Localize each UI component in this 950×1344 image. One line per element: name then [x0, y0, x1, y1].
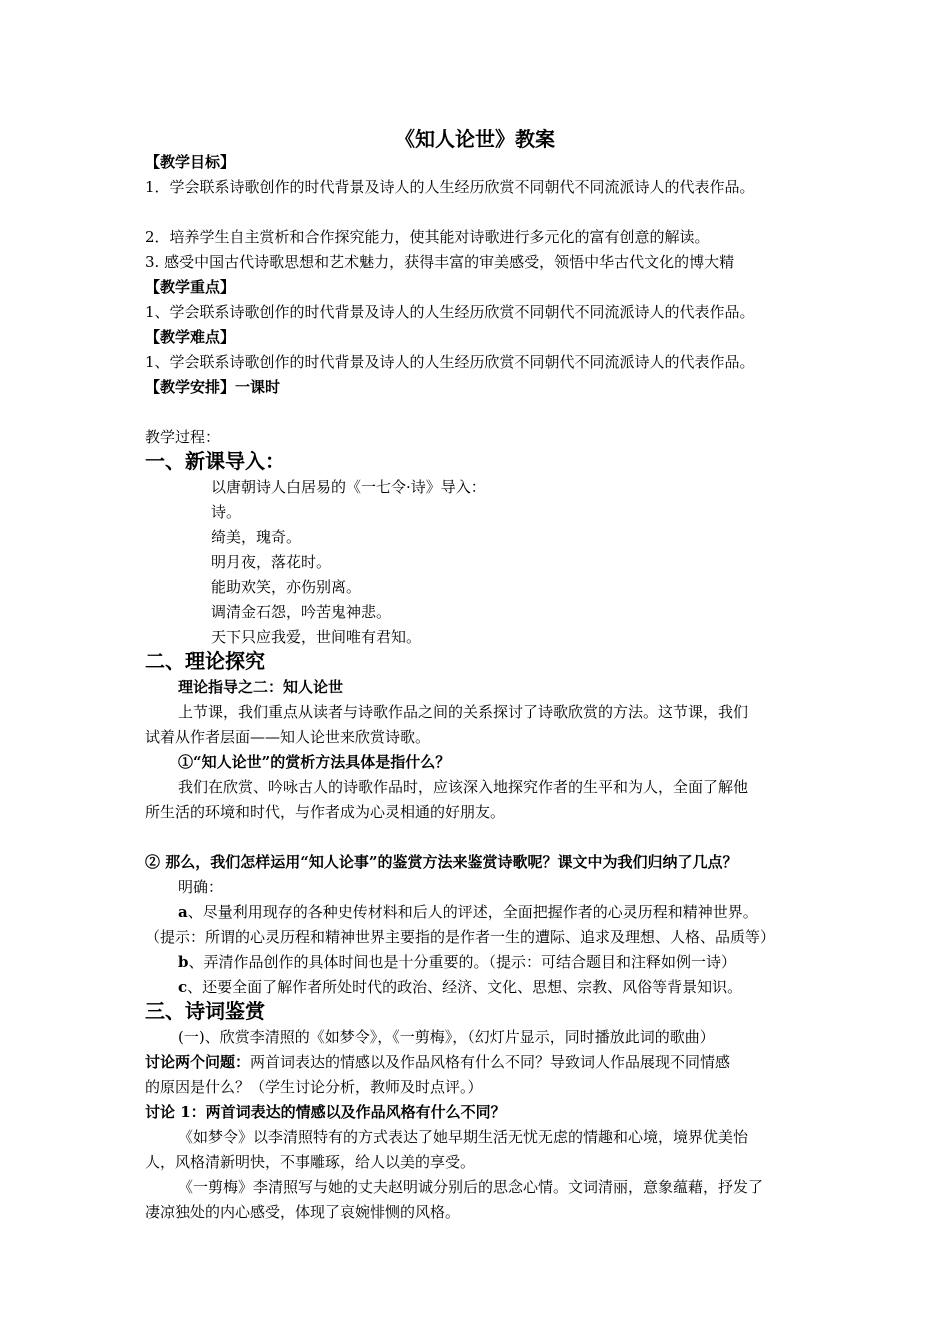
- difficulties-heading: 【教学难点】: [145, 328, 236, 346]
- section1-intro: 以唐朝诗人白居易的《一七令·诗》导入：: [211, 478, 486, 496]
- goal-item-3: 3. 感受中国古代诗歌思想和艺术魅力，获得丰富的审美感受，领悟中华古代文化的博大精: [145, 253, 735, 271]
- answer-c-marker: c: [178, 978, 188, 996]
- section2-heading: 二、理论探究: [145, 649, 265, 673]
- discussion-text: 两首词表达的情感以及作品风格有什么不同？导致词人作品展现不同情感: [250, 1053, 731, 1071]
- poem-line-6: 天下只应我爱，世间唯有君知。: [211, 628, 422, 646]
- section2-subheading: 理论指导之二：知人论世: [178, 678, 344, 696]
- poem-line-4: 能助欢笑，亦伤别离。: [211, 578, 362, 596]
- answer-c: [178, 977, 742, 997]
- answer-b: [178, 952, 736, 972]
- section2-para2-line1: 我们在欣赏、吟咏古人的诗歌作品时，应该深入地探究作者的生平和为人，全面了解他: [178, 778, 749, 796]
- poem-line-2: 绮美，瑰奇。: [211, 528, 302, 546]
- discussion-label: 讨论两个问题：: [145, 1053, 251, 1071]
- answer-b-text: 、弄清作品创作的具体时间也是十分重要的。（提示：可结合题目和注释如例一诗）: [188, 953, 737, 971]
- poem-line-3: 明月夜，落花时。: [211, 553, 332, 571]
- section1-heading: 一、新课导入：: [145, 449, 285, 473]
- answer-a-text: 、尽量利用现存的各种史传材料和后人的评述，全面把握作者的心灵历程和精神世界。: [187, 903, 758, 921]
- answer-label: 明确：: [178, 878, 224, 896]
- section2-para1-line2: 试着从作者层面——知人论世来欣赏诗歌。: [145, 728, 431, 746]
- question-1: ①“知人论世”的赏析方法具体是指什么？: [178, 753, 451, 771]
- answer-a: [178, 902, 758, 922]
- question-2: ② 那么，我们怎样运用“知人论事”的鉴赏方法来鉴赏诗歌呢？课文中为我们归纳了几点？: [145, 853, 738, 871]
- answer-a-note: （提示：所谓的心灵历程和精神世界主要指的是作者一生的遭际、追求及理想、人格、品质等）: [145, 928, 776, 946]
- page-title: 《知人论世》教案: [395, 127, 555, 151]
- yijianmei-line1: 《一剪梅》李清照写与她的丈夫赵明诚分别后的思念心情。文词清丽，意象蕴藉，抒发了: [178, 1178, 764, 1196]
- discussion-1-heading: 讨论 1：两首词表达的情感以及作品风格有什么不同？: [145, 1103, 506, 1121]
- discussion-line1: [145, 1052, 730, 1072]
- goals-heading: 【教学目标】: [145, 153, 236, 171]
- difficulties-text: 1、学会联系诗歌创作的时代背景及诗人的人生经历欣赏不同朝代不同流派诗人的代表作品。: [145, 353, 755, 371]
- section2-para1-line1: 上节课，我们重点从读者与诗歌作品之间的关系探讨了诗歌欣赏的方法。这节课，我们: [178, 703, 749, 721]
- answer-a-marker: a: [178, 903, 188, 921]
- rumengling-line2: 人，风格清新明快，不事雕琢，给人以美的享受。: [145, 1153, 476, 1171]
- section3-heading: 三、诗词鉴赏: [145, 999, 265, 1023]
- poem-line-1: 诗。: [211, 503, 242, 521]
- goal-item-1: 1．学会联系诗歌创作的时代背景及诗人的人生经历欣赏不同朝代不同流派诗人的代表作品。: [145, 178, 755, 196]
- rumengling-line1: 《如梦令》以李清照特有的方式表达了她早期生活无忧无虑的情趣和心境，境界优美怡: [178, 1128, 749, 1146]
- goal-item-2: 2．培养学生自主赏析和合作探究能力，使其能对诗歌进行多元化的富有创意的解读。: [145, 228, 710, 246]
- answer-c-text: 、还要全面了解作者所处时代的政治、经济、文化、思想、宗教、风俗等背景知识。: [187, 978, 743, 996]
- section3-para1: (一)、欣赏李清照的《如梦令》，《一剪梅》，（幻灯片显示，同时播放此词的歌曲）: [178, 1028, 715, 1046]
- section2-para2-line2: 所生活的环境和时代，与作者成为心灵相通的好朋友。: [145, 803, 506, 821]
- answer-b-marker: b: [178, 953, 189, 971]
- yijianmei-line2: 凄凉独处的内心感受，体现了哀婉悱恻的风格。: [145, 1203, 461, 1221]
- poem-line-5: 调清金石怨，吟苦鬼神悲。: [211, 603, 392, 621]
- arrangement-heading: 【教学安排】一课时: [145, 378, 281, 396]
- process-label: 教学过程：: [145, 428, 221, 446]
- discussion-line2: 的原因是什么？（学生讨论分析，教师及时点评。）: [145, 1078, 483, 1096]
- key-points-text: 1、学会联系诗歌创作的时代背景及诗人的人生经历欣赏不同朝代不同流派诗人的代表作品。: [145, 303, 755, 321]
- key-points-heading: 【教学重点】: [145, 278, 236, 296]
